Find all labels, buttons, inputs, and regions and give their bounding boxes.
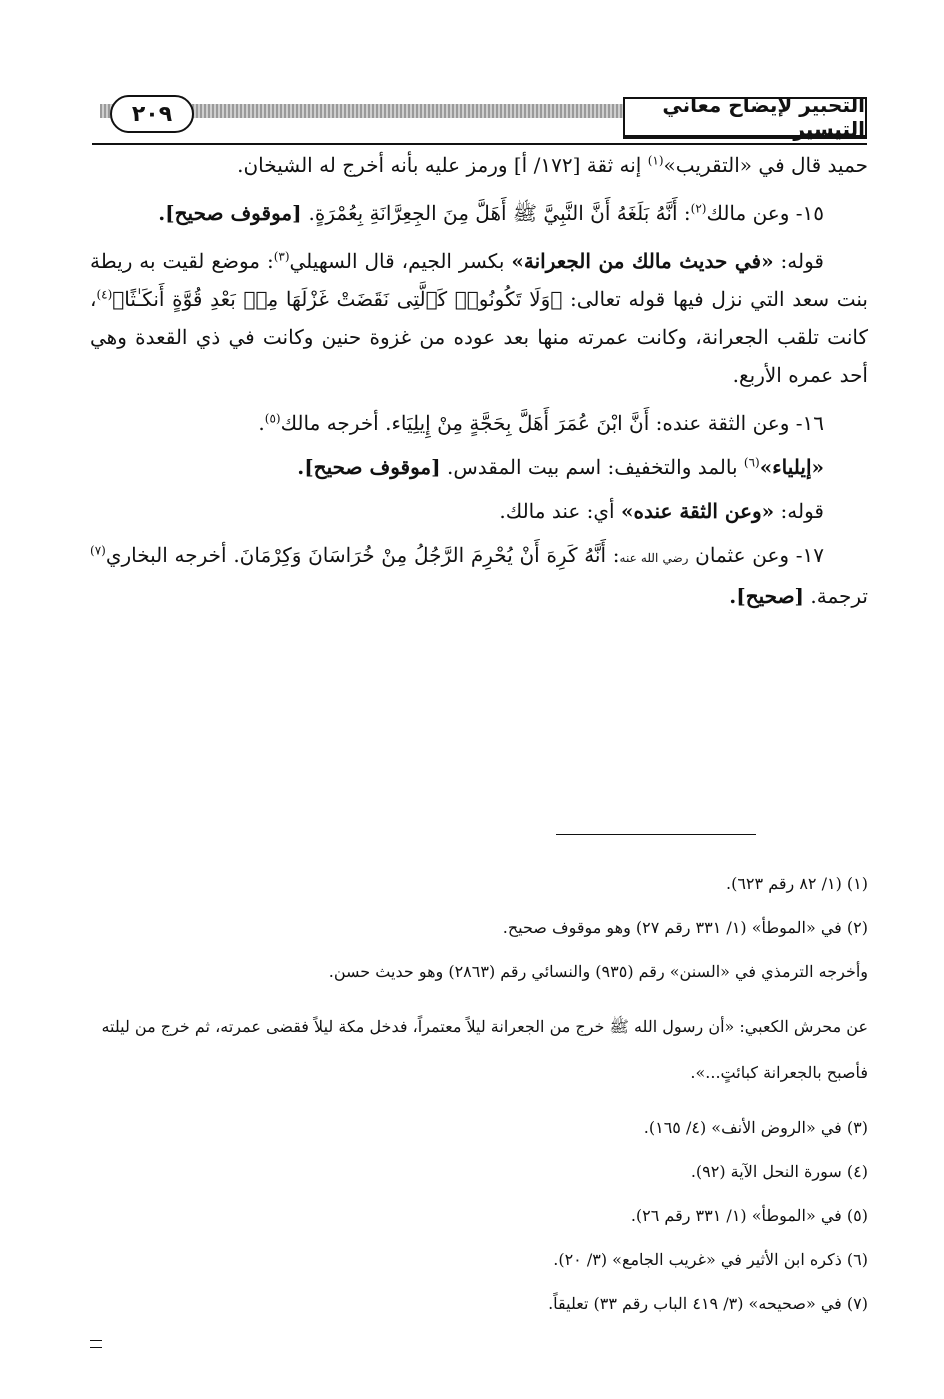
main-text xyxy=(90,146,868,625)
hadith-grade: [موقوف صحيح]. xyxy=(297,455,441,479)
commentary-jiranah: قوله: «في حديث مالك من الجعرانة» بكسر الجيم، قال السهيلي$^{(٣)}$: موضع لقيت به ريطة بنت سعد التي نزل فيها قوله تعالى: ﴿وَلَا تَكُونُوا۟ كَٱلَّتِى نَقَضَتْ غَزْلَهَا مِنۢ بَعْدِ قُوَّةٍ أَنكَـٰثًا﴾$^{(٤)}$، كانت تلقب الجعرانة، وكانت عمرته منها بعد عوده من غزوة حنين وكانت في ذي القعدة وهي أحد عمره الأربع. xyxy=(90,249,869,387)
hadith-text: أَنَّ ابْنَ عُمَرَ أَهَلَّ بِحَجَّةٍ مِنْ إِيلِيَاء. xyxy=(385,411,650,435)
honorific-symbol: رضي الله عنه xyxy=(619,551,689,565)
hadith-grade: [موقوف صحيح]. xyxy=(158,201,309,225)
footnotes xyxy=(90,872,868,1336)
book-title: التحبير لإيضاح معاني التيسير xyxy=(623,97,867,139)
paragraph-narrator: حميد قال في «التقريب»$^{(١)}$ إنه ثقة [١٧٢/ أ] ورمز عليه بأنه أخرج له الشيخان. xyxy=(237,153,868,177)
footnote: (٧) في «صحيحه» (٣/ ٤١٩ الباب رقم ٣٣) تعليقاً. xyxy=(548,1294,868,1313)
footnote-ref[interactable]: (٦) xyxy=(743,455,760,470)
hadith-grade: [صحيح]. xyxy=(729,584,805,608)
commentary-thiqah: قوله: «وعن الثقة عنده» أي: عند مالك. xyxy=(499,499,824,523)
footnote-ref[interactable]: (٢) xyxy=(690,201,707,216)
printer-mark xyxy=(90,1340,102,1348)
footnote: (٢) في «الموطأ» (١/ ٣٣١ رقم ٢٧) وهو موقوف صحيح. xyxy=(502,918,868,937)
hadith-16: ١٦- وعن الثقة عنده: أَنَّ ابْنَ عُمَرَ أَهَلَّ بِحَجَّةٍ مِنْ إِيلِيَاء. أخرجه مالك$^{(٥)}$. xyxy=(258,411,824,435)
commentary-iliya: «إيلياء»$^{(٦)}$ بالمد والتخفيف: اسم بيت المقدس. [موقوف صحيح]. xyxy=(297,455,824,479)
footnote-ref[interactable]: (٧) xyxy=(90,543,106,558)
header-rule xyxy=(92,143,867,145)
hadith-text: أَنَّهُ بَلَغَهُ أَنَّ النَّبِيَّ ﷺ أَهَلَّ مِنَ الجِعِرَّانَةِ بِعُمْرَةٍ. xyxy=(308,201,678,225)
footnote: (٣) في «الروض الأنف» (٤/ ١٦٥). xyxy=(643,1118,868,1137)
footnote: (٦) ذكره ابن الأثير في «غريب الجامع» (٣/ ٢٠). xyxy=(553,1250,868,1269)
footnote-ref[interactable]: (٣) xyxy=(273,249,290,264)
footnote: عن محرش الكعبي: «أن رسول الله ﷺ خرج من الجعرانة ليلاً معتمراً، فدخل مكة ليلاً فقضى عمرته، ثم خرج من ليلته فأصبح بالجعرانة كبائتٍ...». xyxy=(101,1017,868,1082)
footnote-ref[interactable]: (٥) xyxy=(264,411,281,426)
page-number: ٢٠٩ xyxy=(110,95,194,133)
quran-verse: ﴿وَلَا تَكُونُوا۟ كَٱلَّتِى نَقَضَتْ غَزْلَهَا مِنۢ بَعْدِ قُوَّةٍ أَنكَـٰثًا﴾ xyxy=(112,287,563,311)
hadith-17: ١٧- وعن عثمان رضي الله عنه: أَنَّهُ كَرِهَ أَنْ يُحْرِمَ الرَّجُلُ مِنْ خُرَاسَانَ وَكِرْمَانَ. أخرجه البخاري$^{(٧)}$ ترجمة. [صحيح]. xyxy=(90,543,868,608)
footnote: (١) (١/ ٨٢ رقم ٦٢٣). xyxy=(726,874,868,893)
footnote: (٥) في «الموطأ» (١/ ٣٣١ رقم ٢٦). xyxy=(630,1206,868,1225)
footnote: وأخرجه الترمذي في «السنن» رقم (٩٣٥) والنسائي رقم (٢٨٦٣) وهو حديث حسن. xyxy=(328,962,868,981)
footnote-ref[interactable]: (٤) xyxy=(96,287,113,302)
running-header xyxy=(92,95,867,147)
footnote-ref[interactable]: (١) xyxy=(647,153,664,168)
footnote-separator xyxy=(556,834,756,835)
hadith-15: ١٥- وعن مالك$^{(٢)}$: أَنَّهُ بَلَغَهُ أَنَّ النَّبِيَّ ﷺ أَهَلَّ مِنَ الجِعِرَّانَةِ بِعُمْرَةٍ. [موقوف صحيح]. xyxy=(158,201,824,225)
hadith-text: أَنَّهُ كَرِهَ أَنْ يُحْرِمَ الرَّجُلُ مِنْ خُرَاسَانَ وَكِرْمَانَ. xyxy=(233,543,607,567)
footnote: (٤) سورة النحل الآية (٩٢). xyxy=(690,1162,868,1181)
